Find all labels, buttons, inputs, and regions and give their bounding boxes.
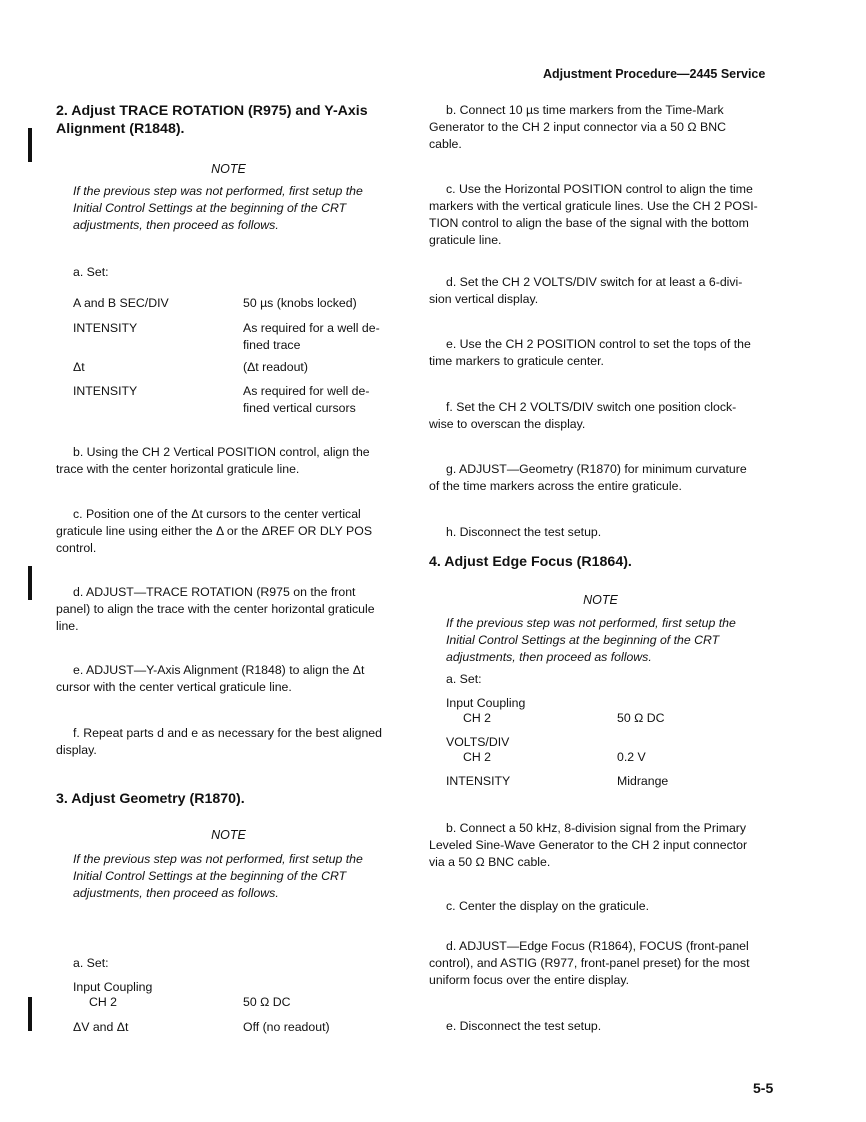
step3-a-label: a. Set: [73,956,109,970]
step3-note-title: NOTE [211,828,246,842]
setting-name: ΔV and Δt [73,1020,129,1034]
step4-note-body: If the previous step was not performed, first setup the Initial Control Settings at the beginning of the CRT adjustments, then proceed as follows. [446,616,736,664]
step3-e: e. Use the CH 2 POSITION control to set the tops of the time markers to graticule center. [429,337,751,368]
step2-note-title: NOTE [211,162,246,176]
step4-a-label: a. Set: [446,672,482,686]
setting-value: As required for well de- fined vertical cursors [243,384,370,415]
setting-name: A and B SEC/DIV [73,296,169,310]
setting-name: INTENSITY [446,774,511,788]
step3-f: f. Set the CH 2 VOLTS/DIV switch one position clock- wise to overscan the display. [429,400,737,431]
setting-name: CH 2 [89,995,118,1009]
step2-f: f. Repeat parts d and e as necessary for the best aligned display. [56,726,382,757]
step3-note-body: If the previous step was not performed, first setup the Initial Control Settings at the beginning of the CRT adjustments, then proceed as follows. [73,852,363,900]
step4-b: b. Connect a 50 kHz, 8-division signal from the Primary Leveled Sine-Wave Generator to the CH 2 input connector via a 50 Ω BNC cable. [429,821,748,869]
setting-value: (Δt readout) [243,360,308,374]
step3-b: b. Connect 10 µs time markers from the Time-Mark Generator to the CH 2 input connector via a 50 Ω BNC cable. [429,103,726,151]
step3-g: g. ADJUST—Geometry (R1870) for minimum curvature of the time markers across the entire graticule. [429,462,747,493]
setting-value: Midrange [617,774,669,788]
step4-e: e. Disconnect the test setup. [446,1019,602,1033]
setting-value: Off (no readout) [243,1020,330,1034]
setting-name: CH 2 [463,750,492,764]
setting-name: CH 2 [463,711,492,725]
step2-title: 2. Adjust TRACE ROTATION (R975) and Y-Axis Alignment (R1848). [56,103,368,137]
step2-d: d. ADJUST—TRACE ROTATION (R975 on the front panel) to align the trace with the center horizontal graticule line. [56,585,375,633]
step3-c: c. Use the Horizontal POSITION control to align the time markers with the vertical graticule lines. Use the CH 2 POSI- TION control to align the base of the signal with the bottom graticule line. [429,182,758,247]
step3-title: 3. Adjust Geometry (R1870). [56,791,245,807]
change-bar [28,566,32,600]
change-bar [28,997,32,1031]
step4-note-title: NOTE [583,593,618,607]
step2-section [56,102,401,138]
step2-note-body: If the previous step was not performed, first setup the Initial Control Settings at the beginning of the CRT adjustments, then proceed as follows. [73,184,363,232]
setting-value: 50 µs (knobs locked) [243,296,357,310]
page-number: 5-5 [753,1080,774,1096]
setting-value: 0.2 V [617,750,646,764]
setting-name: Input Coupling [73,980,153,994]
step2-a-label: a. Set: [73,265,109,279]
setting-name: Input Coupling [446,696,526,710]
step4-title: 4. Adjust Edge Focus (R1864). [429,554,632,570]
setting-value: As required for a well de- fined trace [243,321,380,352]
change-bar [28,128,32,162]
setting-value: 50 Ω DC [617,711,665,725]
step2-c: c. Position one of the Δt cursors to the center vertical graticule line using either the Δ or the ΔREF OR DLY POS control. [56,507,373,555]
setting-value: 50 Ω DC [243,995,291,1009]
setting-name: INTENSITY [73,384,138,398]
step4-c: c. Center the display on the graticule. [446,899,650,913]
step3-h: h. Disconnect the test setup. [446,525,602,539]
setting-name: INTENSITY [73,321,138,335]
setting-name: VOLTS/DIV [446,735,510,749]
step2-b: b. Using the CH 2 Vertical POSITION control, align the trace with the center horizontal graticule line. [56,445,370,476]
step3-d: d. Set the CH 2 VOLTS/DIV switch for at least a 6-divi- sion vertical display. [429,275,743,306]
step4-d: d. ADJUST—Edge Focus (R1864), FOCUS (front-panel control), and ASTIG (R977, front-panel preset) for the most uniform focus over the entire display. [429,939,750,987]
step2-e: e. ADJUST—Y-Axis Alignment (R1848) to align the Δt cursor with the center vertical graticule line. [56,663,365,694]
setting-name: Δt [73,360,85,374]
page-header: Adjustment Procedure—2445 Service [543,67,766,81]
